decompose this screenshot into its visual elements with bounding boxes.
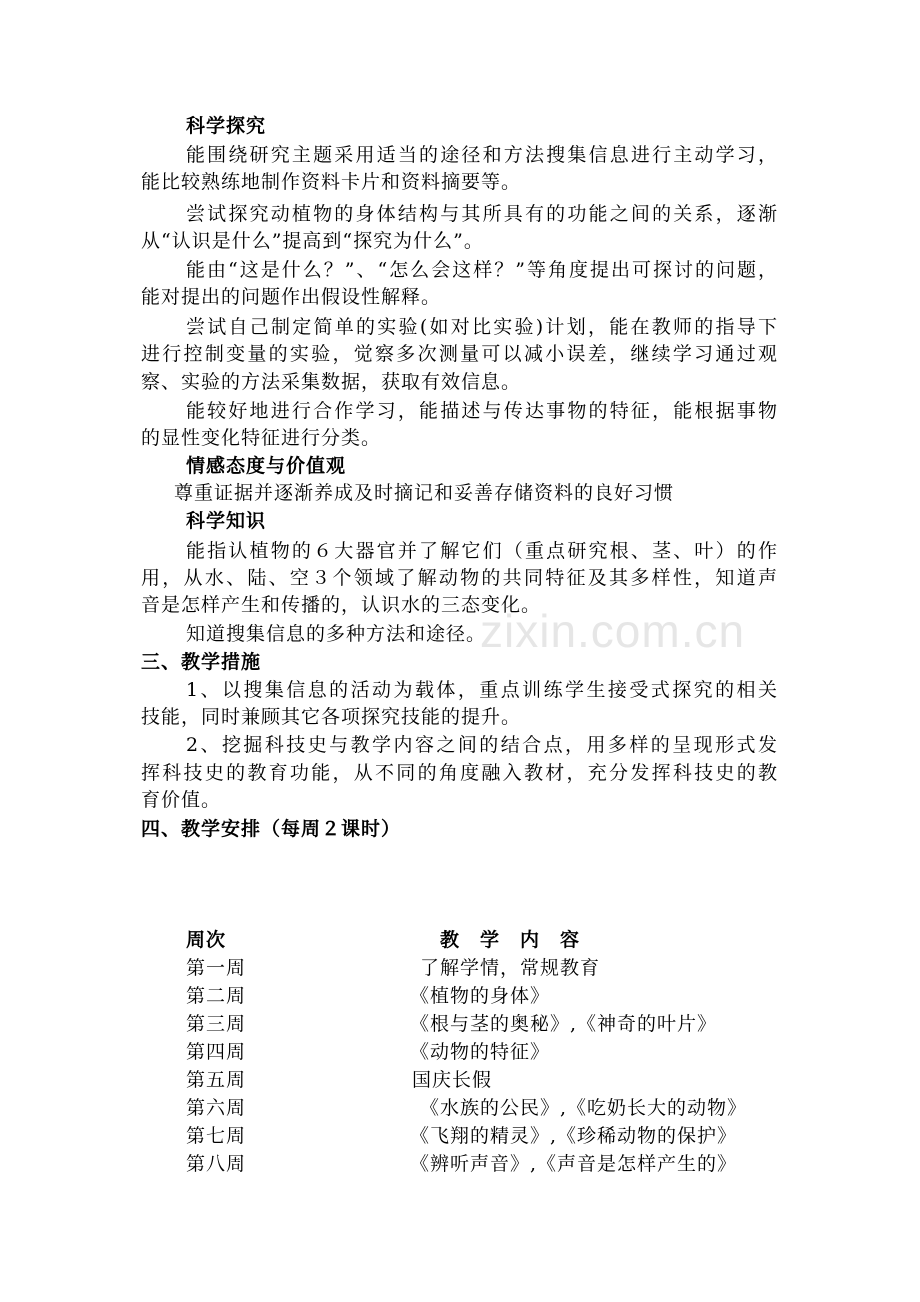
attitude-p1: 尊重证据并逐渐养成及时摘记和妥善存储资料的良好习惯: [174, 482, 675, 504]
row-content: 《飞翔的精灵》,《珍稀动物的保护》: [410, 1125, 738, 1147]
heading-teaching-measures: 三、教学措施: [141, 651, 262, 673]
row-content: 《辨听声音》,《声音是怎样产生的》: [410, 1153, 738, 1175]
heading-science-knowledge: 科学知识: [186, 510, 267, 532]
measures-p1-line2: 技能，同时兼顾其它各项探究技能的提升。: [141, 706, 522, 728]
inquiry-p1-line1: 能围绕研究主题采用适当的途径和方法搜集信息进行主动学习，: [186, 144, 778, 166]
row-content: 国庆长假: [412, 1069, 493, 1091]
row-content: 了解学情，常规教育: [420, 957, 601, 979]
inquiry-p3-line1: 能由“这是什么？”、“怎么会这样？”等角度提出可探讨的问题，: [186, 259, 778, 281]
row-week: 第六周: [186, 1097, 247, 1119]
row-content: 《植物的身体》: [410, 985, 551, 1007]
row-week: 第一周: [186, 957, 247, 979]
inquiry-p4-line3: 察、实验的方法采集数据，获取有效信息。: [141, 371, 522, 393]
row-week: 第四周: [186, 1041, 247, 1063]
inquiry-p1-line2: 能比较熟练地制作资料卡片和资料摘要等。: [141, 171, 522, 193]
measures-p1-line1: 1、以搜集信息的活动为载体，重点训练学生接受式探究的相关: [186, 679, 778, 701]
knowledge-p1-line1: 能指认植物的６大器官并了解它们（重点研究根、茎、叶）的作: [186, 540, 778, 562]
knowledge-p1-line2: 用，从水、陆、空３个领域了解动物的共同特征及其多样性，知道声: [141, 567, 778, 589]
watermark: zixin.com.cn: [480, 605, 746, 657]
knowledge-p2: 知道搜集信息的多种方法和途径。: [186, 623, 487, 645]
heading-science-inquiry: 科学探究: [186, 115, 267, 137]
row-week: 第五周: [186, 1069, 247, 1091]
inquiry-p2-line2: 从“认识是什么”提高到“探究为什么”。: [141, 230, 484, 252]
table-header-week: 周次: [186, 929, 227, 951]
inquiry-p4-line2: 进行控制变量的实验，觉察多次测量可以减小误差，继续学习通过观: [141, 343, 778, 365]
inquiry-p5-line2: 的显性变化特征进行分类。: [141, 427, 382, 449]
measures-p2-line1: 2、挖掘科技史与教学内容之间的结合点，用多样的呈现形式发: [186, 734, 778, 756]
inquiry-p3-line2: 能对提出的问题作出假设性解释。: [141, 286, 442, 308]
row-week: 第七周: [186, 1125, 247, 1147]
row-content: 《动物的特征》: [410, 1041, 551, 1063]
table-header-content: 教 学 内 容: [440, 929, 581, 951]
heading-attitude-values: 情感态度与价值观: [186, 455, 347, 477]
heading-teaching-schedule: 四、教学安排（每周２课时）: [141, 818, 402, 840]
knowledge-p1-line3: 音是怎样产生和传播的，认识水的三态变化。: [141, 594, 542, 616]
row-content: 《水族的公民》,《吃奶长大的动物》: [420, 1097, 748, 1119]
inquiry-p4-line1: 尝试自己制定简单的实验(如对比实验)计划，能在教师的指导下: [186, 316, 778, 338]
measures-p2-line3: 育价值。: [141, 789, 222, 811]
row-week: 第三周: [186, 1013, 247, 1035]
inquiry-p5-line1: 能较好地进行合作学习，能描述与传达事物的特征，能根据事物: [186, 400, 778, 422]
row-week: 第八周: [186, 1153, 247, 1175]
row-week: 第二周: [186, 985, 247, 1007]
measures-p2-line2: 挥科技史的教育功能，从不同的角度融入教材，充分发挥科技史的教: [141, 762, 778, 784]
row-content: 《根与茎的奥秘》,《神奇的叶片》: [410, 1013, 718, 1035]
inquiry-p2-line1: 尝试探究动植物的身体结构与其所具有的功能之间的关系，逐渐: [186, 203, 778, 225]
